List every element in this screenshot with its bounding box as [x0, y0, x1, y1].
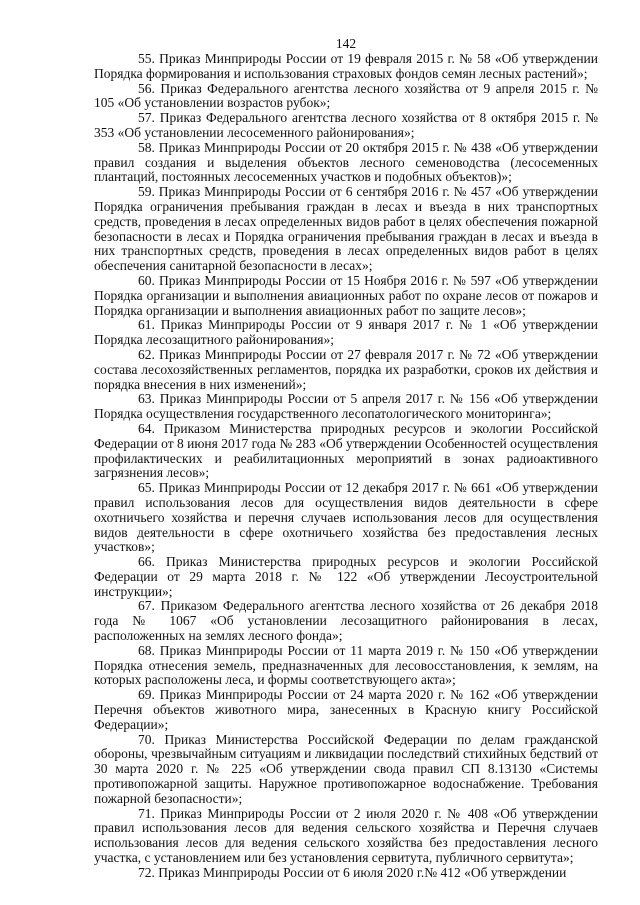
document-paragraph: 56. Приказ Федерального агентства лесного хозяйства от 9 апреля 2015 г. № 105 «Об установлении возрастов рубок»; — [94, 80, 598, 111]
document-paragraph: 59. Приказ Минприроды России от 6 сентября 2016 г. № 457 «Об утверждении Порядка ограничения пребывания граждан в лесах и въезда в них транспортных средств, проведения в лесах определенных видов работ в целях обеспечения пожарной безопасности в лесах и Порядка ограничения пребывания граждан в лесах и въезда в них транспортных средств, проведения в лесах определенных видов работ в целях обеспечения санитарной безопасности в лесах»; — [94, 184, 598, 274]
document-paragraph: 69. Приказ Минприроды России от 24 марта 2020 г. № 162 «Об утверждении Перечня объектов животного мира, занесенных в Красную книгу Российской Федерации»; — [94, 687, 598, 732]
document-paragraph: 72. Приказ Минприроды России от 6 июля 2020 г.№ 412 «Об утверждении — [138, 864, 567, 880]
document-paragraph: 71. Приказ Минприроды России от 2 июля 2020 г. № 408 «Об утверждении правил использования лесов для ведения сельского хозяйства и Перечня случаев использования лесов для ведения сельского хозяйства без предоставления лесного участка, с установлением или без установления сервитута, публичного сервитута»; — [94, 805, 598, 866]
document-paragraph: 57. Приказ Федерального агентства лесного хозяйства от 8 октября 2015 г. № 353 «Об установлении лесосеменного районирования»; — [94, 110, 598, 140]
document-body — [94, 52, 598, 881]
document-paragraph: 67. Приказом Федерального агентства лесного хозяйства от 26 декабря 2018 года № 1067 «Об установлении лесозащитного районирования в лесах, расположенных на землях лесного фонда»; — [94, 598, 598, 644]
document-paragraph: 65. Приказ Минприроды России от 12 декабря 2017 г. № 661 «Об утверждении правил использования лесов для осуществления видов деятельности в сфере охотничьего хозяйства и перечня случаев использования лесов для осуществления видов деятельности в сфере охотничьего хозяйства без предоставления лесных участков»; — [94, 480, 598, 555]
document-paragraph: 61. Приказ Минприроды России от 9 января 2017 г. № 1 «Об утверждении Порядка лесозащитного районирования»; — [94, 317, 598, 348]
document-paragraph: 55. Приказ Минприроды России от 19 февраля 2015 г. № 58 «Об утверждении Порядка формирования и использования страховых фондов семян лесных растений»; — [94, 51, 598, 81]
document-paragraph: 63. Приказ Минприроды России от 5 апреля 2017 г. № 156 «Об утверждении Порядка осуществления государственного лесопатологического мониторинга»; — [94, 391, 598, 422]
document-paragraph: 60. Приказ Минприроды России от 15 Ноября 2016 г. № 597 «Об утверждении Порядка организации и выполнения авиационных работ по охране лесов от пожаров и Порядка организации и выполнения авиационных работ по защите лесов»; — [94, 272, 598, 318]
document-paragraph: 62. Приказ Минприроды России от 27 февраля 2017 г. № 72 «Об утверждении состава лесохозяйственных регламентов, порядка их разработки, сроков их действия и порядка внесения в них изменений»; — [94, 346, 598, 392]
document-paragraph: 66. Приказ Министерства природных ресурсов и экологии Российской Федерации от 29 марта 2018 г. № 122 «Об утверждении Лесоустроительной инструкции»; — [94, 554, 598, 599]
document-paragraph: 68. Приказ Минприроды России от 11 марта 2019 г. № 150 «Об утверждении Порядка отнесения земель, предназначенных для лесовосстановления, к землям, на которых расположены леса, и формы соответствующего акта»; — [94, 642, 598, 688]
document-paragraph: 70. Приказ Министерства Российской Федерации по делам гражданской обороны, чрезвычайным ситуациям и ликвидации последствий стихийных бедствий от 30 марта 2020 г. № 225 «Об утверждении свода правил СП 8.13130 «Системы противопожарной защиты. Наружное противопожарное водоснабжение. Требования пожарной безопасности»; — [94, 731, 598, 806]
page-number: 142 — [335, 36, 357, 51]
document-paragraph: 58. Приказ Минприроды России от 20 октября 2015 г. № 438 «Об утверждении правил создания и выделения объектов лесного семеноводства (лесосеменных плантаций, постоянных лесосеменных участков и подобных объектов)»; — [94, 139, 598, 185]
document-paragraph: 64. Приказом Министерства природных ресурсов и экологии Российской Федерации от 8 июня 2017 года № 283 «Об утверждении Особенностей осуществления профилактических и реабилитационных мероприятий в зонах радиоактивного загрязнения лесов»; — [94, 420, 598, 481]
